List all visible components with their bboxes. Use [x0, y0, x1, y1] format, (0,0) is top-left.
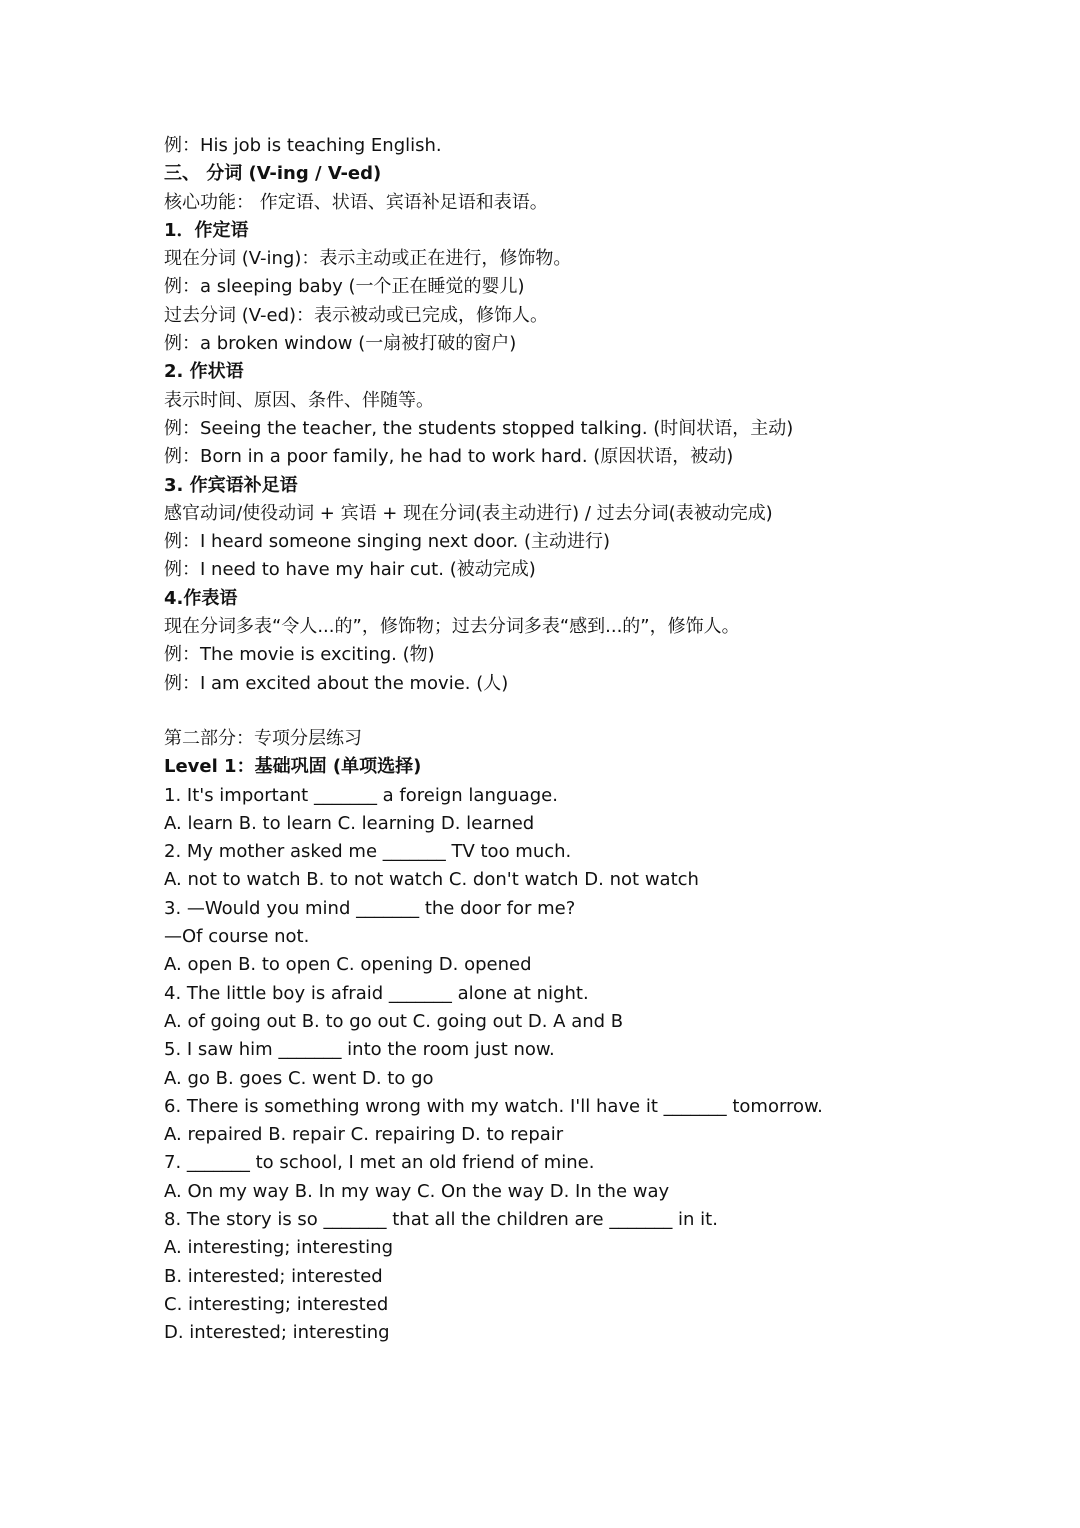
example-text: 例：a sleeping baby (一个正在睡觉的婴儿) [164, 276, 525, 298]
question-options: A. of going out B. to go out C. going out D. A and B [164, 1010, 624, 1032]
question-stem: 6. There is something wrong with my watch. I'll have it _______ tomorrow. [164, 1095, 823, 1117]
rule-text: 现在分词多表“令人...的”，修饰物；过去分词多表“感到...的”，修饰人。 [164, 616, 740, 638]
rule-text: 过去分词 (V-ed)：表示被动或已完成，修饰人。 [164, 304, 549, 326]
question-option: B. interested; interested [164, 1265, 383, 1287]
subheading-complement: 3. 作宾语补足语 [164, 474, 298, 496]
question-stem: 2. My mother asked me _______ TV too much. [164, 841, 572, 863]
question-stem: 1. It's important _______ a foreign language. [164, 784, 558, 806]
question-options: A. learn B. to learn C. learning D. learned [164, 812, 535, 834]
example-text: 例：The movie is exciting. (物) [164, 644, 435, 666]
example-text: 例：Born in a poor family, he had to work hard. (原因状语，被动) [164, 446, 734, 468]
question-option: C. interesting; interested [164, 1293, 389, 1315]
example-text: 例：I need to have my hair cut. (被动完成) [164, 559, 536, 581]
subheading-predicative: 4.作表语 [164, 587, 238, 609]
example-text: 例：His job is teaching English. [164, 135, 442, 156]
core-function-text: 核心功能： 作定语、状语、宾语补足语和表语。 [164, 191, 548, 213]
subheading-adverbial: 2. 作状语 [164, 361, 244, 383]
subheading-attributive: 1．作定语 [164, 219, 249, 241]
level-title: Level 1：基础巩固 (单项选择) [164, 756, 422, 778]
rule-text: 表示时间、原因、条件、伴随等。 [164, 389, 434, 411]
question-stem: 7. _______ to school, I met an old friend of mine. [164, 1152, 595, 1174]
example-text: 例：a broken window (一扇被打破的窗户) [164, 333, 517, 355]
question-options: A. On my way B. In my way C. On the way D. In the way [164, 1180, 670, 1202]
question-options: A. open B. to open C. opening D. opened [164, 954, 532, 976]
question-option: A. interesting; interesting [164, 1237, 394, 1259]
question-reply: —Of course not. [164, 926, 310, 948]
rule-text: 现在分词 (V-ing)：表示主动或正在进行，修饰物。 [164, 248, 572, 270]
rule-text: 感官动词/使役动词 + 宾语 + 现在分词(表主动进行) / 过去分词(表被动完成) [164, 502, 773, 524]
spacer [164, 698, 1044, 725]
question-options: A. go B. goes C. went D. to go [164, 1067, 434, 1089]
question-stem: 5. I saw him _______ into the room just now. [164, 1039, 555, 1061]
document-body [164, 132, 1044, 1347]
example-text: 例：Seeing the teacher, the students stopped talking. (时间状语，主动) [164, 417, 794, 439]
example-text: 例：I heard someone singing next door. (主动进行) [164, 531, 611, 553]
section-heading: 三、 分词 (V-ing / V-ed) [164, 163, 382, 185]
part-title: 第二部分：专项分层练习 [164, 727, 362, 749]
question-options: A. repaired B. repair C. repairing D. to repair [164, 1124, 564, 1146]
question-stem: 3. —Would you mind _______ the door for me? [164, 897, 576, 919]
question-stem: 8. The story is so _______ that all the children are _______ in it. [164, 1208, 718, 1230]
question-option: D. interested; interesting [164, 1322, 390, 1344]
question-options: A. not to watch B. to not watch C. don't watch D. not watch [164, 869, 699, 891]
question-stem: 4. The little boy is afraid _______ alone at night. [164, 982, 589, 1004]
example-text: 例：I am excited about the movie. (人) [164, 672, 509, 694]
